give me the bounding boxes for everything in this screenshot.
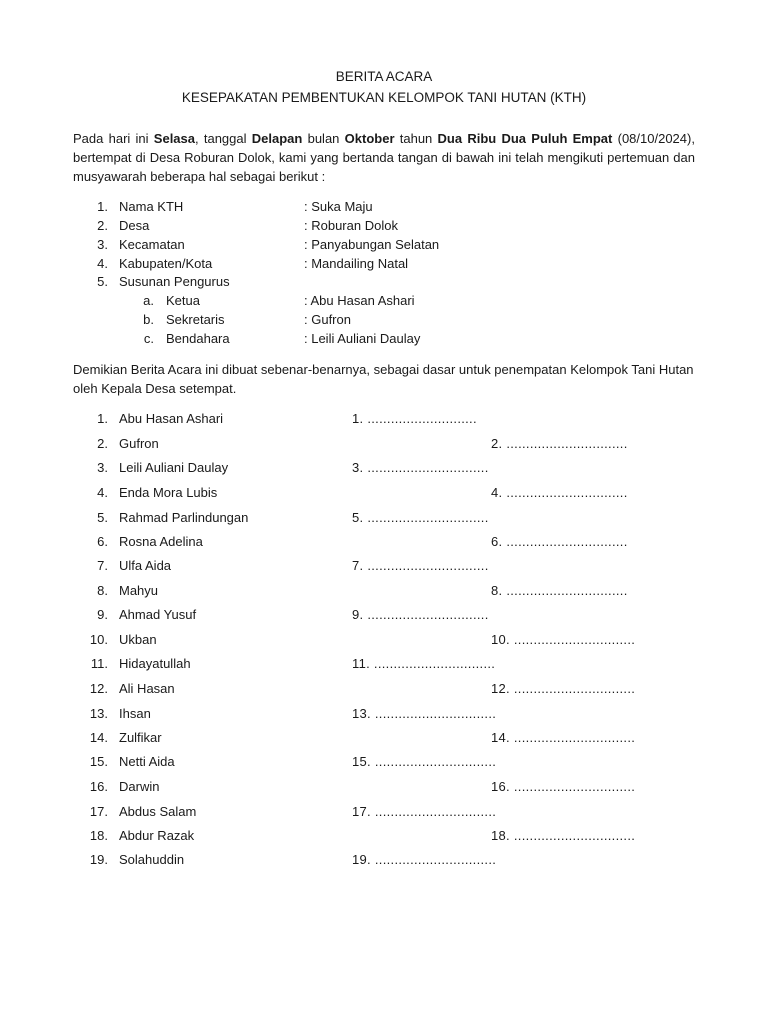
detail-row-desa: 2. Desa : Roburan Dolok: [97, 218, 398, 233]
member-row: 12. Ali Hasan 12. ...............................: [89, 681, 636, 696]
member-row: 9. Ahmad Yusuf 9. ...............................: [97, 607, 489, 622]
signature-line: 14. ...............................: [491, 730, 636, 745]
detail-label: Kecamatan: [119, 237, 185, 252]
pengurus-value: : Gufron: [304, 312, 351, 327]
signature-line: 4. ...............................: [491, 485, 628, 500]
signature-line: 1. ............................: [352, 411, 477, 426]
signature-line: 17. ...............................: [352, 804, 497, 819]
member-row: 17. Abdus Salam 17. ...............................: [89, 804, 497, 819]
member-row: 16. Darwin 16. ...............................: [89, 779, 636, 794]
member-row: 1. Abu Hasan Ashari 1. ............................: [97, 411, 477, 426]
year-word-text: Dua Ribu Dua Puluh Empat: [437, 131, 613, 146]
member-row: 7. Ulfa Aida 7. ...............................: [97, 558, 489, 573]
member-row: 15. Netti Aida 15. ...............................: [89, 754, 497, 769]
member-name: Abdur Razak: [119, 828, 195, 843]
closing-paragraph: Demikian Berita Acara ini dibuat sebenar-benarnya, sebagai dasar untuk penempatan Kelompok Tani Hutan oleh Kepala Desa setempat.: [73, 362, 694, 396]
member-name: Hidayatullah: [119, 656, 191, 671]
document-title: BERITA ACARA: [335, 69, 433, 84]
detail-row-kabupaten: 4. Kabupaten/Kota : Mandailing Natal: [97, 256, 409, 271]
signature-line: 8. ...............................: [491, 583, 628, 598]
detail-label: Susunan Pengurus: [119, 274, 230, 289]
member-name: Netti Aida: [119, 754, 175, 769]
signature-line: 10. ...............................: [491, 632, 636, 647]
member-name: Rosna Adelina: [119, 534, 203, 549]
signature-line: 2. ...............................: [491, 436, 628, 451]
member-name: Darwin: [119, 779, 160, 794]
detail-label: Kabupaten/Kota: [119, 256, 213, 271]
member-name: Mahyu: [119, 583, 159, 598]
member-row: 13. Ihsan 13. ...............................: [89, 706, 497, 721]
member-row: 6. Rosna Adelina 6. ...............................: [97, 534, 628, 549]
pengurus-row-ketua: a. Ketua : Abu Hasan Ashari: [143, 293, 415, 308]
date-word-text: Delapan: [251, 131, 303, 146]
detail-label: Desa: [119, 218, 150, 233]
member-name: Enda Mora Lubis: [119, 485, 218, 500]
member-name: Ahmad Yusuf: [119, 607, 197, 622]
member-row: 3. Leili Auliani Daulay 3. ...............................: [97, 460, 489, 475]
member-name: Gufron: [119, 436, 159, 451]
intro-paragraph: Pada hari ini Selasa, tanggal Delapan bulan Oktober tahun Dua Ribu Dua Puluh Empat (08/10/2024), bertempat di Desa Roburan Dolok, kami yang bertanda tangan di bawah ini telah mengikuti pertemuan dan musyawarah beberapa hal sebagai berikut :: [73, 131, 695, 184]
member-name: Ihsan: [119, 706, 151, 721]
signature-line: 9. ...............................: [352, 607, 489, 622]
signature-line: 19. ...............................: [352, 852, 497, 867]
pengurus-row-bendahara: c. Bendahara : Leili Auliani Daulay: [143, 331, 421, 346]
detail-value: : Mandailing Natal: [304, 256, 409, 271]
member-name: Ukban: [119, 632, 157, 647]
member-name: Ulfa Aida: [119, 558, 172, 573]
pengurus-value: : Leili Auliani Daulay: [304, 331, 421, 346]
member-name: Rahmad Parlindungan: [119, 510, 249, 525]
document-subtitle: KESEPAKATAN PEMBENTUKAN KELOMPOK TANI HUTAN (KTH): [181, 90, 587, 105]
detail-row-nama-kth: 1. Nama KTH : Suka Maju: [97, 199, 373, 214]
month-text: Oktober: [344, 131, 395, 146]
signature-line: 15. ...............................: [352, 754, 497, 769]
member-name: Leili Auliani Daulay: [119, 460, 229, 475]
signature-line: 6. ...............................: [491, 534, 628, 549]
member-name: Abu Hasan Ashari: [119, 411, 224, 426]
detail-row-kecamatan: 3. Kecamatan : Panyabungan Selatan: [97, 237, 440, 252]
signature-line: 13. ...............................: [352, 706, 497, 721]
member-row: 10. Ukban 10. ...............................: [89, 632, 636, 647]
member-name: Abdus Salam: [119, 804, 197, 819]
member-row: 2. Gufron 2. ...............................: [97, 436, 628, 451]
member-row: 5. Rahmad Parlindungan 5. ...............................: [97, 510, 489, 525]
signature-line: 16. ...............................: [491, 779, 636, 794]
pengurus-value: : Abu Hasan Ashari: [304, 293, 415, 308]
detail-value: : Roburan Dolok: [304, 218, 398, 233]
member-row: 11. Hidayatullah 11. ...............................: [90, 656, 496, 671]
pengurus-label: Ketua: [166, 293, 200, 308]
member-name: Ali Hasan: [119, 681, 175, 696]
signature-line: 7. ...............................: [352, 558, 489, 573]
pengurus-label: Bendahara: [166, 331, 230, 346]
member-row: 8. Mahyu 8. ...............................: [97, 583, 628, 598]
pengurus-label: Sekretaris: [166, 312, 225, 327]
member-row: 19. Solahuddin 19. ...............................: [89, 852, 497, 867]
signature-line: 11. ...............................: [352, 656, 496, 671]
detail-label: Nama KTH: [119, 199, 184, 214]
pengurus-row-sekretaris: b. Sekretaris : Gufron: [143, 312, 351, 327]
detail-row-susunan-pengurus: 5. Susunan Pengurus: [97, 274, 230, 289]
member-row: 4. Enda Mora Lubis 4. ...............................: [97, 485, 628, 500]
signature-line: 3. ...............................: [352, 460, 489, 475]
signature-line: 18. ...............................: [491, 828, 636, 843]
detail-value: : Suka Maju: [304, 199, 373, 214]
member-row: 14. Zulfikar 14. ...............................: [89, 730, 636, 745]
member-row: 18. Abdur Razak 18. ...............................: [89, 828, 636, 843]
detail-value: : Panyabungan Selatan: [304, 237, 440, 252]
signature-line: 12. ...............................: [491, 681, 636, 696]
day-text: Selasa: [153, 131, 195, 146]
member-name: Zulfikar: [119, 730, 162, 745]
member-name: Solahuddin: [119, 852, 185, 867]
signature-line: 5. ...............................: [352, 510, 489, 525]
